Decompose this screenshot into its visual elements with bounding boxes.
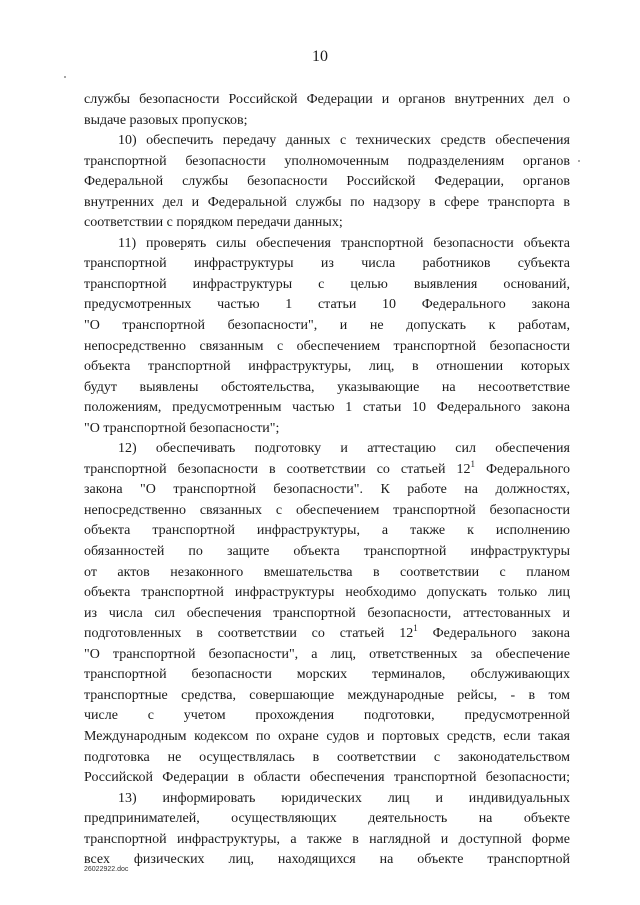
text-line: от актов незаконного вмешательства в соответствии с планом [84, 564, 570, 580]
text-line: выдаче разовых пропусков; [84, 112, 248, 128]
text-line: внутренних дел и Федеральной службы по надзору в сфере транспорта в [84, 194, 570, 210]
text-line: 13) информировать юридических лиц и индивидуальных [118, 790, 570, 806]
text-segment: Федерального закона [417, 626, 570, 642]
text-line: предпринимателей, осуществляющих деятельность на объекте [84, 811, 570, 827]
text-line: числе с учетом прохождения подготовки, предусмотренной [84, 708, 570, 724]
text-line: транспортной инфраструктуры, а также в наглядной и доступной форме [84, 831, 570, 847]
text-line: будут выявлены обстоятельства, указывающие на несоответствие [84, 379, 570, 395]
text-line: Российской Федерации в области обеспечения транспортной безопасности; [84, 770, 570, 786]
text-line: соответствии с порядком передачи данных; [84, 215, 343, 231]
text-line: подготовка не осуществлялась в соответствии с законодательством [84, 749, 570, 765]
text-line: непосредственно связанных с обеспечением транспортной безопасности [84, 502, 570, 518]
text-line: объекта транспортной инфраструктуры, а также к исполнению [84, 523, 570, 539]
superscript: 1 [470, 459, 475, 469]
text-line: объекта транспортной инфраструктуры, лиц, в отношении которых [84, 359, 570, 375]
text-line [84, 624, 570, 645]
page-number: 10 [312, 48, 328, 65]
document-body [84, 90, 570, 871]
text-line: непосредственно связанным с обеспечением транспортной безопасности [84, 338, 570, 354]
text-line: закона "О транспортной безопасности". К работе на должностях, [84, 482, 570, 498]
text-line: "О транспортной безопасности", а лиц, ответственных за обеспечение [84, 646, 570, 662]
text-line: из числа сил обеспечения транспортной безопасности, аттестованных и [84, 605, 570, 621]
text-line: объекта транспортной инфраструктуры необходимо допускать только лиц [84, 585, 570, 601]
text-line: транспортной безопасности морских терминалов, обслуживающих [84, 667, 570, 683]
text-line: транспортной инфраструктуры из числа работников субъекта [84, 256, 570, 272]
text-segment: подготовленных в соответствии со статьей 12 [84, 626, 414, 642]
file-name-footer: 26022922.doc [84, 866, 129, 873]
text-line: транспортной инфраструктуры с целью выявления оснований, [84, 276, 570, 292]
text-line: положениям, предусмотренным частью 1 статьи 10 Федерального закона [84, 400, 570, 416]
text-segment: Федерального [474, 461, 570, 477]
text-line: "О транспортной безопасности"; [84, 420, 280, 436]
text-segment: транспортной безопасности в соответствии со статьей 12 [84, 461, 471, 477]
text-line: "О транспортной безопасности", и не допускать к работам, [84, 318, 570, 334]
text-line: 10) обеспечить передачу данных с технических средств обеспечения [118, 133, 570, 149]
text-line: всех физических лиц, находящихся на объекте транспортной [84, 852, 570, 868]
text-line: 12) обеспечивать подготовку и аттестацию сил обеспечения [118, 441, 570, 457]
text-line: предусмотренных частью 1 статьи 10 Федерального закона [84, 297, 570, 313]
text-line: транспортные средства, совершающие международные рейсы, - в том [84, 687, 570, 703]
text-line: обязанностей по защите объекта транспортной инфраструктуры [84, 544, 570, 560]
text-line: службы безопасности Российской Федерации и органов внутренних дел о [84, 92, 570, 107]
text-line: Международным кодексом по охране судов и портовых средств, если такая [84, 728, 570, 744]
text-line: транспортной безопасности уполномоченным подразделениям органов [84, 153, 570, 169]
superscript: 1 [413, 624, 418, 634]
scan-speck [64, 76, 66, 78]
text-line [84, 460, 570, 481]
scan-speck [578, 160, 580, 162]
text-line: Федеральной службы безопасности Российской Федерации, органов [84, 174, 570, 190]
text-line: 11) проверять силы обеспечения транспортной безопасности объекта [118, 235, 570, 251]
